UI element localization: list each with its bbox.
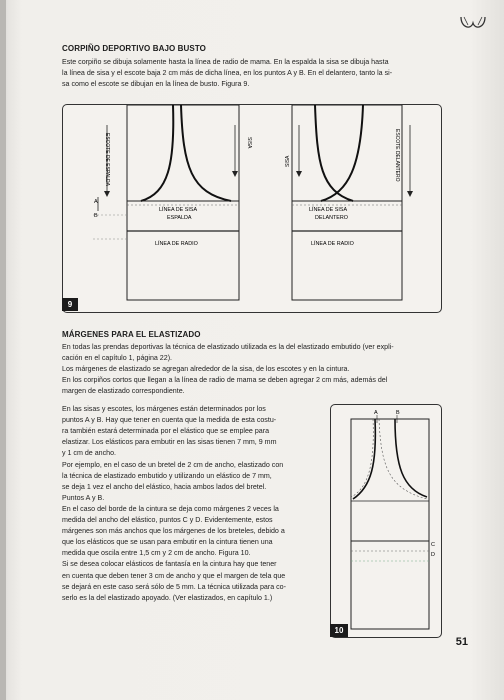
paragraph-line: la técnica de elastizado embutido y utilizando un elástico de 7 mm, <box>62 471 272 480</box>
paragraph-line: Por ejemplo, en el caso de un bretel de 2 cm de ancho, elastizado con <box>62 460 284 469</box>
label-linea-sisa-espalda-2: ESPALDA <box>167 215 192 221</box>
paragraph-line: serlo es la del elastizado apoyado. (Ver elastizados, en capítulo 1.) <box>62 593 273 602</box>
fig10-label-c: C <box>431 542 435 548</box>
paragraph-line: en cuenta que deben tener 3 cm de ancho y que el margen de tela que <box>62 571 286 580</box>
label-escote-espalda: ESCOTE DE ESPALDA <box>104 133 110 186</box>
label-linea-radio-right: LÍNEA DE RADIO <box>311 241 354 247</box>
paragraph-line: margen de elastizado correspondiente. <box>62 387 185 395</box>
paragraph-line: Los márgenes de elastizado se agregan alrededor de la sisa, de los escotes y en la cintura. <box>62 365 350 373</box>
paragraph-line: Este corpiño se dibuja solamente hasta la línea de radio de mama. En la espalda la sisa se dibuja hasta <box>62 58 389 66</box>
paragraph-line: medida que oscila entre 1,5 cm y 2 cm de ancho. Figura 10. <box>62 549 251 558</box>
paragraph-line: En las sisas y escotes, los márgenes están determinados por los <box>62 405 266 413</box>
paragraph-line: medida del ancho del elástico, puntos C y D. Evidentemente, estos <box>62 516 273 524</box>
label-point-a: A <box>94 199 98 205</box>
paragraph-line: cación en el capítulo 1, página 22). <box>62 354 173 362</box>
label-linea-radio-left: LÍNEA DE RADIO <box>155 241 198 247</box>
paragraph-line: puntos A y B. Hay que tener en cuenta que la medida de esta costu- <box>62 416 277 425</box>
figure-9-diagram <box>63 105 441 312</box>
paragraph-line: ra también estará determinada por el elástico que se emplee para <box>62 427 270 436</box>
figure-10-number: 10 <box>330 624 348 637</box>
paragraph-line: se dejará en este caso será sólo de 5 mm. La técnica utilizada para co- <box>62 582 286 591</box>
paragraph-line: Puntos A y B. <box>62 493 105 502</box>
section-title-margenes: MÁRGENES PARA EL ELASTIZADO <box>62 330 201 339</box>
paragraph-line: y 1 cm de ancho. <box>62 449 117 458</box>
paragraph-line: se deja 1 vez el ancho del elástico, hacia ambos lados del bretel. <box>62 482 267 491</box>
figure-10-diagram <box>331 405 441 637</box>
fig10-label-a: A <box>374 410 378 416</box>
paragraph-line: Si se desea colocar elásticos de fantasía en la cintura hay que tener <box>62 560 277 569</box>
bra-icon <box>458 14 488 34</box>
back-pattern <box>93 105 239 300</box>
label-sisa-left: SISA <box>246 137 252 149</box>
paragraph-line: En el caso del borde de la cintura se deja como márgenes 2 veces la <box>62 504 279 513</box>
fig10-label-d: D <box>431 552 435 558</box>
figure-9-box <box>62 104 442 313</box>
label-linea-sisa-delantero-1: LÍNEA DE SISA <box>309 207 348 213</box>
paragraph-line: En todas las prendas deportivas la técnica de elastizado utilizada es la del elastizado embutido (ver expli- <box>62 343 394 351</box>
book-spine <box>0 0 6 700</box>
label-linea-sisa-espalda-1: LÍNEA DE SISA <box>159 207 198 213</box>
paragraph-line: En los corpiños cortos que llegan a la línea de radio de mama se deben agregar 2 cm más, además del <box>62 376 388 384</box>
section-title-corpino: CORPIÑO DEPORTIVO BAJO BUSTO <box>62 44 207 53</box>
label-sisa-right: SISA <box>285 155 291 167</box>
label-linea-sisa-delantero-2: DELANTERO <box>315 215 348 221</box>
paragraph-line: que los elásticos que se usan para embutir en la cintura tienen una <box>62 538 273 547</box>
figure-10-box <box>330 404 442 638</box>
fig10-label-b: B <box>396 410 400 416</box>
paragraph-line: márgenes son más anchos que los márgenes de los breteles, debido a <box>62 527 285 536</box>
label-escote-delantero: ESCOTE DELANTERO <box>394 129 400 182</box>
figure-9-number: 9 <box>62 298 78 311</box>
paragraph-line: elastizar. Los elásticos para embutir en las sisas tienen 7 mm, 9 mm <box>62 438 277 447</box>
label-point-b: B <box>94 213 98 219</box>
paragraph-line: la línea de sisa y el escote baja 2 cm más de dicha línea, en los puntos A y B. En el delantero, tanto la si- <box>62 69 393 77</box>
page-number: 51 <box>455 636 468 648</box>
paragraph-line: sa como el escote se dibujan en la línea de busto. Figura 9. <box>62 80 250 88</box>
